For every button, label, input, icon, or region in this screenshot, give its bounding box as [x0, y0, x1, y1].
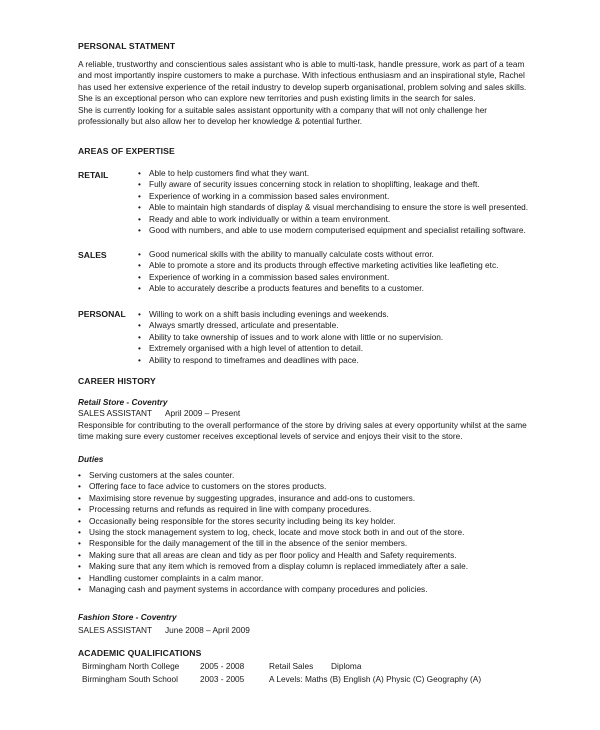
job1-employer: Retail Store - Coventry [78, 397, 168, 407]
list-item: • Able to maintain high standards of display & visual merchandising to ensure the store is well presented. [138, 202, 528, 213]
list-item: • Able to help customers find what they want. [138, 168, 528, 179]
statement-line: professionally but also allow her to develop her knowledge & potential further. [78, 116, 363, 127]
qual-years: 2005 - 2008 [200, 661, 245, 671]
job2-employer: Fashion Store - Coventry [78, 612, 177, 622]
career-heading: CAREER HISTORY [78, 376, 156, 386]
academic-heading: ACADEMIC QUALIFICATIONS [78, 648, 202, 658]
qual-subject: A Levels: Maths (B) English (A) Physic (C) Geography (A) [269, 674, 482, 684]
sales-list [138, 249, 498, 295]
list-item: • Maximising store revenue by suggesting upgrades, insurance and add-ons to customers. [78, 493, 468, 504]
statement-line: She is an exceptional person who can explore new territories and push existing limits in the search for sales. [78, 93, 476, 104]
list-item: • Willing to work on a shift basis including evenings and weekends. [138, 309, 443, 320]
list-item: • Able to accurately describe a products features and benefits to a customer. [138, 283, 498, 294]
qual-school: Birmingham North College [82, 661, 180, 671]
job1-title-row [78, 408, 240, 419]
retail-label: RETAIL [78, 170, 109, 180]
list-item: • Offering face to face advice to customers on the stores products. [78, 481, 468, 492]
duties-label: Duties [78, 454, 104, 464]
list-item: • Using the stock management system to log, check, locate and move stock both in and out of the store. [78, 527, 468, 538]
qual-years: 2003 - 2005 [200, 674, 245, 684]
job2-dates: June 2008 – April 2009 [165, 625, 250, 635]
list-item: • Occasionally being responsible for the stores security including being its key holder. [78, 516, 468, 527]
expertise-heading: AREAS OF EXPERTISE [78, 146, 175, 156]
personal-statement-heading: PERSONAL STATMENT [78, 41, 176, 51]
list-item: • Fully aware of security issues concerning stock in relation to shoplifting, leakage and theft. [138, 179, 528, 190]
list-item: • Extremely organised with a high level of attention to detail. [138, 343, 443, 354]
list-item: • Ability to respond to timeframes and deadlines with pace. [138, 355, 443, 366]
job1-summary [78, 420, 568, 443]
list-item: • Processing returns and refunds as required in line with company procedures. [78, 504, 468, 515]
retail-list [138, 168, 528, 236]
qual-school: Birmingham South School [82, 674, 178, 684]
list-item: • Responsible for the daily management of the till in the absence of the senior members. [78, 538, 468, 549]
statement-line: A reliable, trustworthy and conscientious sales assistant who is able to multi-task, handle pressure, work as part of a team [78, 59, 525, 69]
job2-title: SALES ASSISTANT [78, 625, 153, 635]
list-item: • Always smartly dressed, articulate and presentable. [138, 320, 443, 331]
list-item: • Making sure that all areas are clean and tidy as per floor policy and Health and Safety requirements. [78, 550, 468, 561]
job2-title-row [78, 625, 250, 636]
job1-dates: April 2009 – Present [165, 408, 241, 418]
list-item: • Making sure that any item which is removed from a display column is replaced immediately after a sale. [78, 561, 468, 572]
statement-line: has used her extensive experience of the retail industry to develop superb organisational, problem solving and sales skills. [78, 81, 527, 92]
sales-label: SALES [78, 250, 107, 260]
list-item: • Ready and able to work individually or within a team environment. [138, 214, 528, 225]
list-item: • Handling customer complaints in a calm manor. [78, 573, 468, 584]
list-item: • Serving customers at the sales counter. [78, 470, 468, 481]
summary-line: Responsible for contributing to the overall performance of the store by driving sales at every opportunity whilst at the same [78, 420, 527, 430]
list-item: • Able to promote a store and its products through effective marketing activities like leafleting etc. [138, 260, 498, 271]
qual-subject: Retail Sales [269, 661, 314, 671]
list-item: • Experience of working in a commission based sales environment. [138, 191, 528, 202]
qual-grade: Diploma [331, 661, 362, 671]
list-item: • Experience of working in a commission based sales environment. [138, 272, 498, 283]
duties-list [78, 470, 468, 595]
list-item: • Ability to take ownership of issues and to work alone with little or no supervision. [138, 332, 443, 343]
list-item: • Good numerical skills with the ability to manually calculate costs without error. [138, 249, 498, 260]
personal-list [138, 309, 443, 366]
list-item: • Good with numbers, and able to use modern computerised equipment and specialist retailing software. [138, 225, 528, 236]
job1-title: SALES ASSISTANT [78, 408, 153, 418]
personal-label: PERSONAL [78, 309, 126, 319]
personal-statement-text [78, 59, 568, 127]
list-item: • Managing cash and payment systems in accordance with company procedures and policies. [78, 584, 468, 595]
summary-line: time making sure every customer receives exceptional levels of service and enjoys their visit to the store. [78, 431, 463, 442]
statement-line: and most importantly inspire customers to make a purchase. With infectious enthusiasm and an inspirational style, Rachel [78, 70, 525, 81]
statement-line: She is currently looking for a suitable sales assistant opportunity with a company that will not only challenge her [78, 104, 488, 115]
